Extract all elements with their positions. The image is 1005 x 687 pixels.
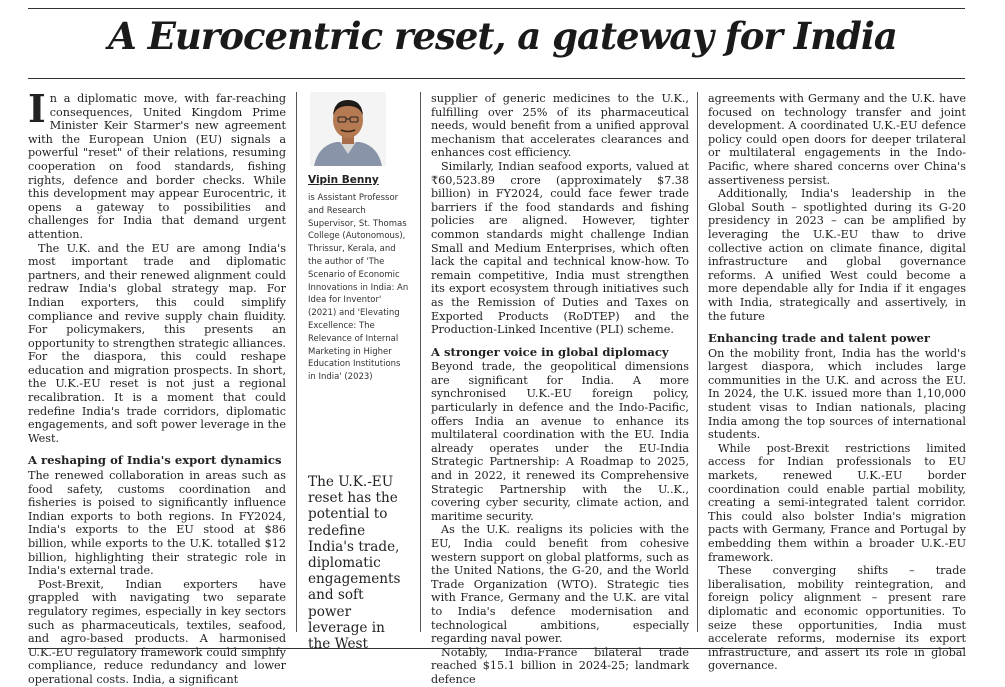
column-divider [420,92,421,632]
paragraph: On the mobility front, India has the world's largest diaspora, which includes large communities in the U.K. and across the EU. In 2024, the U.K. issued more than 1,10,000 student visas to Indian nationals, placing India among the top sources of international students. [708,346,966,442]
section-heading: A stronger voice in global diplomacy [431,344,669,359]
paragraph: Beyond trade, the geopolitical dimensions are significant for India. A more synchronised U.K.-EU foreign policy, particularly in defence and the Indo-Pacific, offers India an avenue to enhance its multilateral coordination with the EU. India already operates under the EU-India Strategic Partnership: A Roadmap to 2025, and in 2022, it renewed its Comprehensive Strategic Partnership with the U..K., covering cyber security, climate action, and maritime security. [431,360,689,523]
author-bio: is Assistant Professor and Research Supervisor, St. Thomas College (Autonomous), Thrissur, Kerala, and the author of 'The Scenario of Economic Innovations in India: An Idea for Inventor' (2021) and 'Elevating Excellence: The Relevance of Internal Marketing in Higher Education Institutions in India' (2023) [308,193,409,383]
paragraph: The renewed collaboration in areas such as food safety, customs coordination and fisheries is poised to significantly influence Indian exports to both regions. In FY2024, India's exports to the EU stood at $86 billion, while exports to the U.K. totalled $12 billion, highlighting their strategic role in India's external trade. [28,469,286,578]
column-divider [697,92,698,632]
author-photo [310,92,386,166]
paragraph: As the U.K. realigns its policies with the EU, India could benefit from cohesive western support on global platforms, such as the United Nations, the G-20, and the World Trade Organization (WTO). Strategic ties with France, Germany and the U.K. are vital to India's defence modernisation and technological ambitions, especially regarding naval power. [431,523,689,646]
column-3 [708,92,966,673]
paragraph: While post-Brexit restrictions limited access for Indian professionals to EU markets, renewed U.K.-EU border coordination could enable partial mobility, creating a semi-integrated talent corridor. This could also bolster India's migration pacts with Germany, France and Portugal by embedding them within a broader U.K.-EU framework. [708,441,966,564]
author-portrait-image [310,92,386,166]
paragraph: Additionally, India's leadership in the Global South – spotlighted during its G-20 presidency in 2023 – can be amplified by leveraging the U.K.-EU thaw to drive collective action on climate finance, digital infrastructure and global governance reforms. A unified West could become a more dependable ally for India if it engages with India, strategically and assertively, in the future [708,187,966,323]
paragraph: These converging shifts – trade liberalisation, mobility reintegration, and foreign policy alignment – present rare diplomatic and economic opportunities. To seize these opportunities, India must accelerate reforms, modernise its export infrastructure, and assert its role in global governance. [708,564,966,673]
intro-text: n a diplomatic move, with far-reaching consequences, United Kingdom Prime Minister Keir Starmer's new agreement with the European Union (EU) signals a powerful "reset" of their relations, resuming cooperation on food standards, fishing rights, defence and border checks. While this development may appear Eurocentric, it opens a gateway to possibilities and challenges for India that demand urgent attention. [28,92,286,241]
paragraph: Similarly, Indian seafood exports, valued at ₹60,523.89 crore (approximately $7.38 billion) in FY2024, could face fewer trade barriers if the food standards and fishing policies are aligned. However, tighter common standards might challenge Indian Small and Medium Enterprises, which often lack the capital and technical know-how. To remain competitive, India must strengthen its export ecosystem through initiatives such as the Remission of Duties and Taxes on Exported Products (RoDTEP) and the Production-Linked Incentive (PLI) scheme. [431,159,689,337]
paragraph: The U.K. and the EU are among India's most important trade and diplomatic partners, and their renewed alignment could redraw India's global strategy map. For Indian exporters, this could simplify compliance and revive supply chain fluidity. For policymakers, this presents an opportunity to strengthen strategic alliances. For the diaspora, this could reshape education and migration prospects. In short, the U.K.-EU reset is not just a regional recalibration. It is a moment that could redefine India's trade corridors, diplomatic engagements, and soft power leverage in the West. [28,241,286,445]
headline-rule [28,78,965,79]
paragraph: supplier of generic medicines to the U.K., fulfilling over 25% of its pharmaceutical needs, would benefit from a unified approval mechanism that accelerates clearances and enhances cost efficiency. [431,92,689,160]
bottom-rule [28,648,965,649]
section-heading: Enhancing trade and talent power [708,331,931,346]
paragraph: agreements with Germany and the U.K. have focused on technology transfer and joint development. A coordinated U.K.-EU defence policy could open doors for deeper trilateral or multilateral engagements in the Indo-Pacific, where shared concerns over China's assertiveness persist. [708,92,966,187]
section-heading: A reshaping of India's export dynamics [28,453,282,468]
column-2 [431,92,689,687]
column-1 [28,86,286,687]
headline: A Eurocentric reset, a gateway for India [108,14,897,58]
author-name: Vipin Benny [308,174,379,186]
column-divider [296,92,297,632]
dropcap: I [28,86,46,131]
intro-paragraph [28,86,286,242]
paragraph: Notably, India-France bilateral trade reached $15.1 billion in 2024-25; landmark defence [431,645,689,686]
author-box [308,92,410,384]
paragraph: Post-Brexit, Indian exporters have grappled with navigating two separate regulatory regimes, especially in key sectors such as pharmaceuticals, textiles, seafood, and agro-based products. A harmonised U.K.-EU regulatory framework could simplify compliance, reduce redundancy and lower operational costs. India, a significant [28,577,286,686]
pull-quote: The U.K.-EU reset has the potential to redefine India's trade, diplomatic engagements and soft power leverage in the West [308,474,401,653]
top-rule [28,8,965,9]
